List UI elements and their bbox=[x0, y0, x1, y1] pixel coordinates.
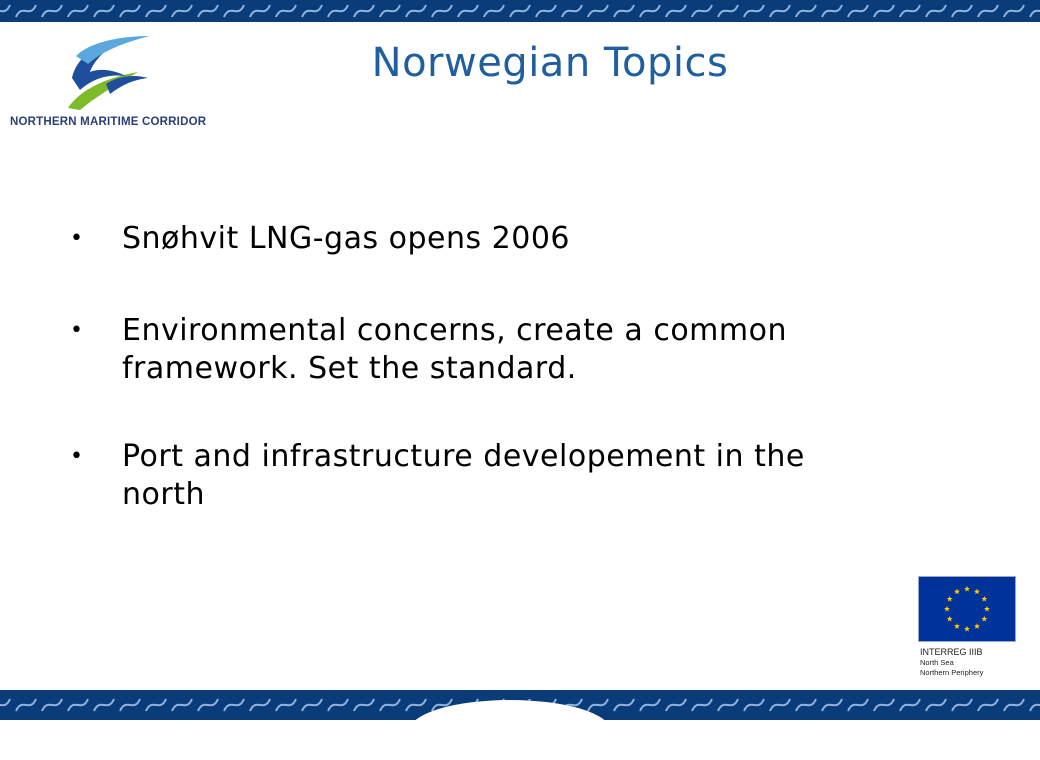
bullet-line: Environmental concerns, create a common bbox=[122, 313, 787, 348]
region-label-northern-periphery: Northern Periphery bbox=[920, 668, 984, 677]
bullet-list bbox=[70, 220, 930, 568]
program-label: INTERREG IIIB bbox=[920, 647, 983, 657]
bullet-item bbox=[70, 312, 930, 388]
northern-maritime-corridor-logo bbox=[10, 30, 210, 140]
bullet-marker: • bbox=[70, 226, 84, 251]
logo-text: NORTHERN MARITIME CORRIDOR bbox=[10, 116, 207, 128]
bullet-line: Snøhvit LNG-gas opens 2006 bbox=[122, 221, 571, 256]
bullet-marker: • bbox=[70, 444, 84, 469]
bullet-line: Port and infrastructure developement in the bbox=[122, 439, 805, 474]
bullet-line: framework. Set the standard. bbox=[122, 351, 577, 386]
bullet-item bbox=[70, 438, 930, 514]
interreg-caption bbox=[920, 646, 1030, 678]
top-wave-band bbox=[0, 0, 1040, 22]
region-label-north-sea: North Sea bbox=[920, 658, 954, 667]
bottom-ellipse-shape bbox=[410, 700, 610, 760]
page-title: Norwegian Topics bbox=[371, 40, 729, 86]
bullet-marker: • bbox=[70, 318, 84, 343]
eu-flag-icon bbox=[918, 576, 1016, 642]
bullet-line: north bbox=[122, 477, 205, 512]
wave-logo-icon bbox=[10, 30, 210, 120]
bullet-item bbox=[70, 220, 930, 258]
